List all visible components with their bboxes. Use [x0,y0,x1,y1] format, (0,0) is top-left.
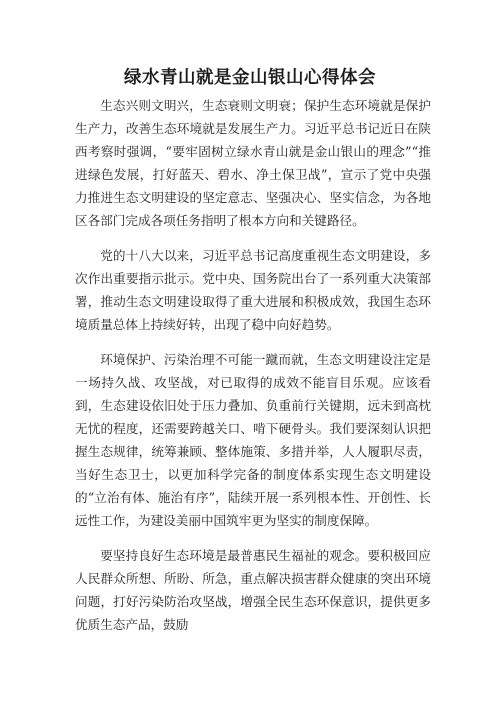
paragraph: 要坚持良好生态环境是最普惠民生福祉的观念。要积极回应人民群众所想、所盼、所急，重点解决损害群众健康的突出环境问题，打好污染防治攻坚战，增强全民生态环保意识，提供更多优质生态产品，鼓励 [75,548,431,632]
document-body [75,94,431,648]
paragraph: 环境保护、污染治理不可能一蹴而就，生态文明建设注定是一场持久战、攻坚战，对已取得的成效不能盲目乐观。应该看到，生态建设依旧处于压力叠加、负重前行关键期，远未到高枕无忧的程度，还需要跨越关口、啃下硬骨头。我们要深刻认识把握生态规律，统筹兼顾、整体施策、多措并举，人人履职尽责，当好生态卫士，以更加科学完备的制度体系实现生态文明建设的“立治有体、施治有序”，陆续开展一系列根本性、开创性、长远性工作，为建设美丽中国筑牢更为坚实的制度保障。 [75,352,431,528]
document-title: 绿水青山就是金山银山心得体会 [124,68,376,88]
paragraph: 党的十八大以来，习近平总书记高度重视生态文明建设，多次作出重要指示批示。党中央、国务院出台了一系列重大决策部署，推动生态文明建设取得了重大进展和积极成效，我国生态环境质量总体上持续好转，出现了稳中向好趋势。 [75,248,431,332]
paragraph: 生态兴则文明兴，生态衰则文明衰；保护生态环境就是保护生产力，改善生态环境就是发展生产力。习近平总书记近日在陕西考察时强调，“要牢固树立绿水青山就是金山银山的理念”“推进绿色发展，打好蓝天、碧水、净土保卫战”，宣示了党中央强力推进生态文明建设的坚定意志、坚强决心、坚实信念，为各地区各部门完成各项任务指明了根本方向和关键路径。 [75,98,431,228]
